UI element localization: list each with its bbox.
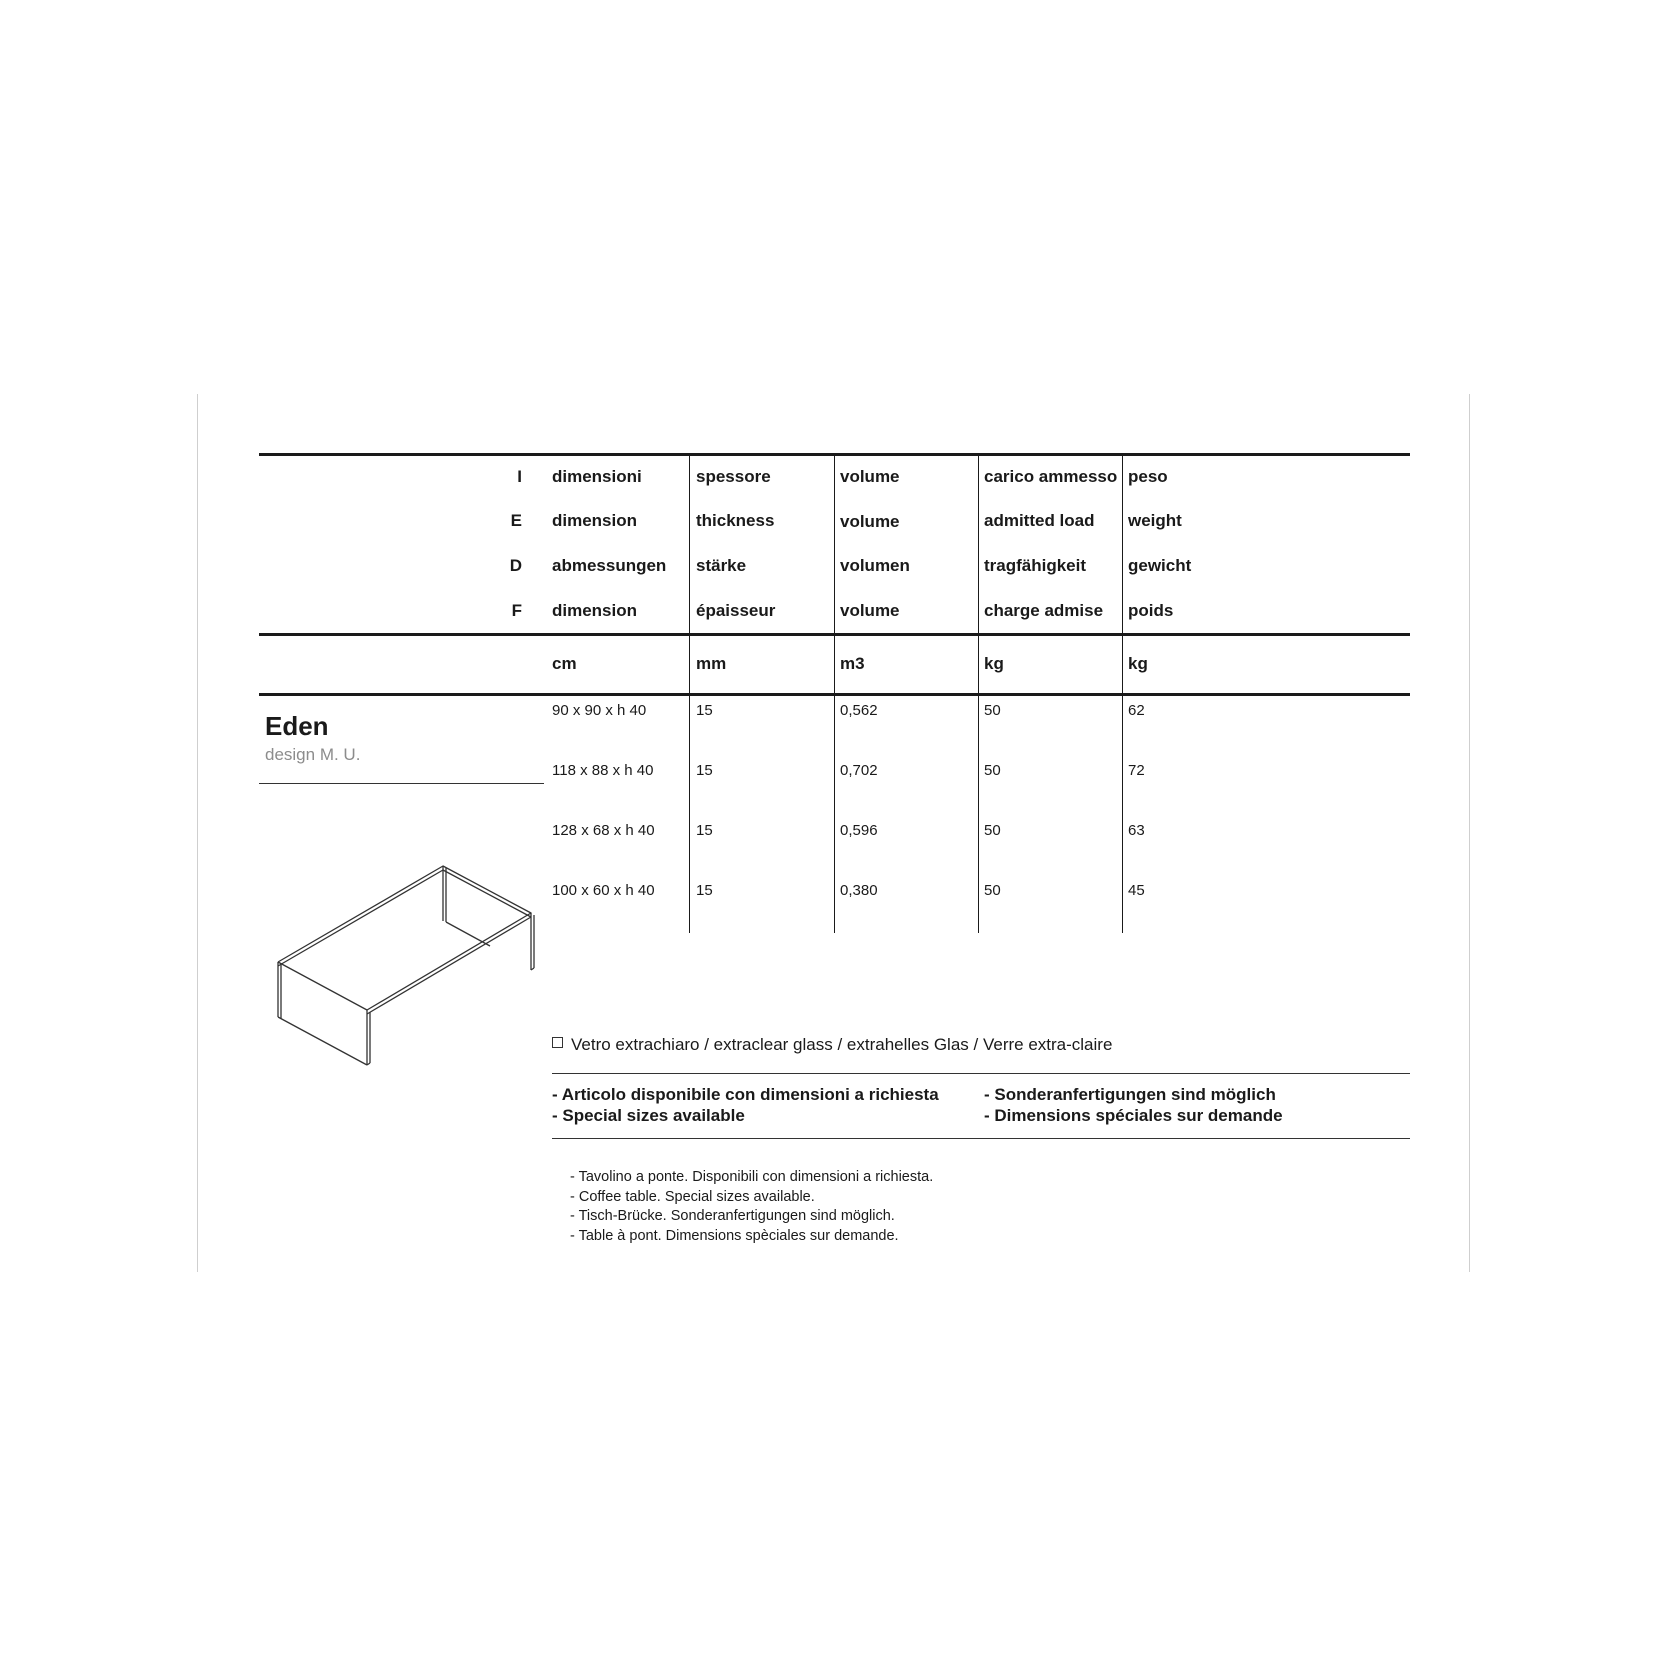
cell-thickness: 15 xyxy=(696,762,713,779)
header-admitted-load: admitted load xyxy=(984,511,1095,530)
language-code-italian: I xyxy=(517,467,522,486)
cell-thickness: 15 xyxy=(696,882,713,899)
page-left-border xyxy=(197,394,198,1272)
notes-top-rule xyxy=(552,1073,1410,1074)
column-divider xyxy=(834,455,835,933)
cell-volume: 0,380 xyxy=(840,882,878,899)
header-volume: volume xyxy=(840,601,900,620)
note-line: - Articolo disponibile con dimensioni a richiesta xyxy=(552,1085,939,1104)
note-line: - Special sizes available xyxy=(552,1106,745,1125)
cell-admitted-load: 50 xyxy=(984,822,1001,839)
product-name: Eden xyxy=(265,711,329,741)
notes-right xyxy=(984,1084,1283,1126)
material-line xyxy=(552,1035,1112,1055)
cell-dimensions: 118 x 88 x h 40 xyxy=(552,762,654,779)
cell-thickness: 15 xyxy=(696,822,713,839)
notes-bottom-rule xyxy=(552,1138,1410,1139)
header-volume: volume xyxy=(840,512,900,531)
header-dimensions: dimensioni xyxy=(552,467,642,486)
unit-mm: mm xyxy=(696,654,727,673)
description-line: - Coffee table. Special sizes available. xyxy=(570,1188,815,1205)
cell-admitted-load: 50 xyxy=(984,762,1001,779)
cell-weight: 45 xyxy=(1128,882,1145,899)
header-dimensions: dimension xyxy=(552,601,638,620)
unit-cm: cm xyxy=(552,654,577,673)
header-weight: peso xyxy=(1128,467,1168,486)
cell-thickness: 15 xyxy=(696,702,713,719)
cell-volume: 0,702 xyxy=(840,762,878,779)
unit-kg: kg xyxy=(1128,654,1148,673)
cell-dimensions: 90 x 90 x h 40 xyxy=(552,702,647,719)
description-line: - Tavolino a ponte. Disponibili con dimensioni a richiesta. xyxy=(570,1169,934,1185)
header-thickness: épaisseur xyxy=(696,601,776,620)
column-divider xyxy=(978,455,979,933)
cell-weight: 72 xyxy=(1128,762,1145,779)
column-divider xyxy=(689,455,690,933)
unit-kg: kg xyxy=(984,654,1004,673)
header-thickness: spessore xyxy=(696,467,771,486)
glass-table-drawing xyxy=(270,860,540,1070)
cell-admitted-load: 50 xyxy=(984,702,1001,719)
product-title-rule xyxy=(259,783,544,784)
product-description xyxy=(570,1168,933,1246)
cell-weight: 63 xyxy=(1128,822,1145,839)
header-weight: poids xyxy=(1128,601,1174,620)
header-volume: volume xyxy=(840,467,900,486)
header-admitted-load: charge admise xyxy=(984,601,1104,620)
product-designer: design M. U. xyxy=(265,745,361,764)
cell-dimensions: 128 x 68 x h 40 xyxy=(552,822,655,839)
header-admitted-load: carico ammesso xyxy=(984,467,1118,486)
cell-dimensions: 100 x 60 x h 40 xyxy=(552,882,655,899)
header-volume: volumen xyxy=(840,556,910,575)
note-line: - Dimensions spéciales sur demande xyxy=(984,1106,1283,1125)
language-code-french: F xyxy=(511,601,522,620)
material-text: Vetro extrachiaro / extraclear glass / extrahelles Glas / Verre extra-claire xyxy=(571,1035,1113,1054)
language-code-german: D xyxy=(509,556,522,575)
cell-volume: 0,596 xyxy=(840,822,878,839)
cell-admitted-load: 50 xyxy=(984,882,1001,899)
header-thickness: stärke xyxy=(696,556,747,575)
checkbox-square-icon xyxy=(552,1037,563,1048)
cell-weight: 62 xyxy=(1128,702,1145,719)
header-weight: weight xyxy=(1128,511,1182,530)
language-code-english: E xyxy=(510,511,522,530)
cell-volume: 0,562 xyxy=(840,702,878,719)
header-admitted-load: tragfähigkeit xyxy=(984,556,1087,575)
description-line: - Table à pont. Dimensions spèciales sur demande. xyxy=(570,1227,899,1244)
header-weight: gewicht xyxy=(1128,556,1192,575)
page-right-border xyxy=(1469,394,1470,1272)
header-dimensions: dimension xyxy=(552,511,638,530)
description-line: - Tisch-Brücke. Sonderanfertigungen sind möglich. xyxy=(570,1208,895,1224)
header-dimensions: abmessungen xyxy=(552,556,667,575)
unit-m3: m3 xyxy=(840,654,865,673)
header-thickness: thickness xyxy=(696,511,775,530)
note-line: - Sonderanfertigungen sind möglich xyxy=(984,1085,1276,1104)
column-divider xyxy=(1122,455,1123,933)
notes-left xyxy=(552,1084,939,1126)
